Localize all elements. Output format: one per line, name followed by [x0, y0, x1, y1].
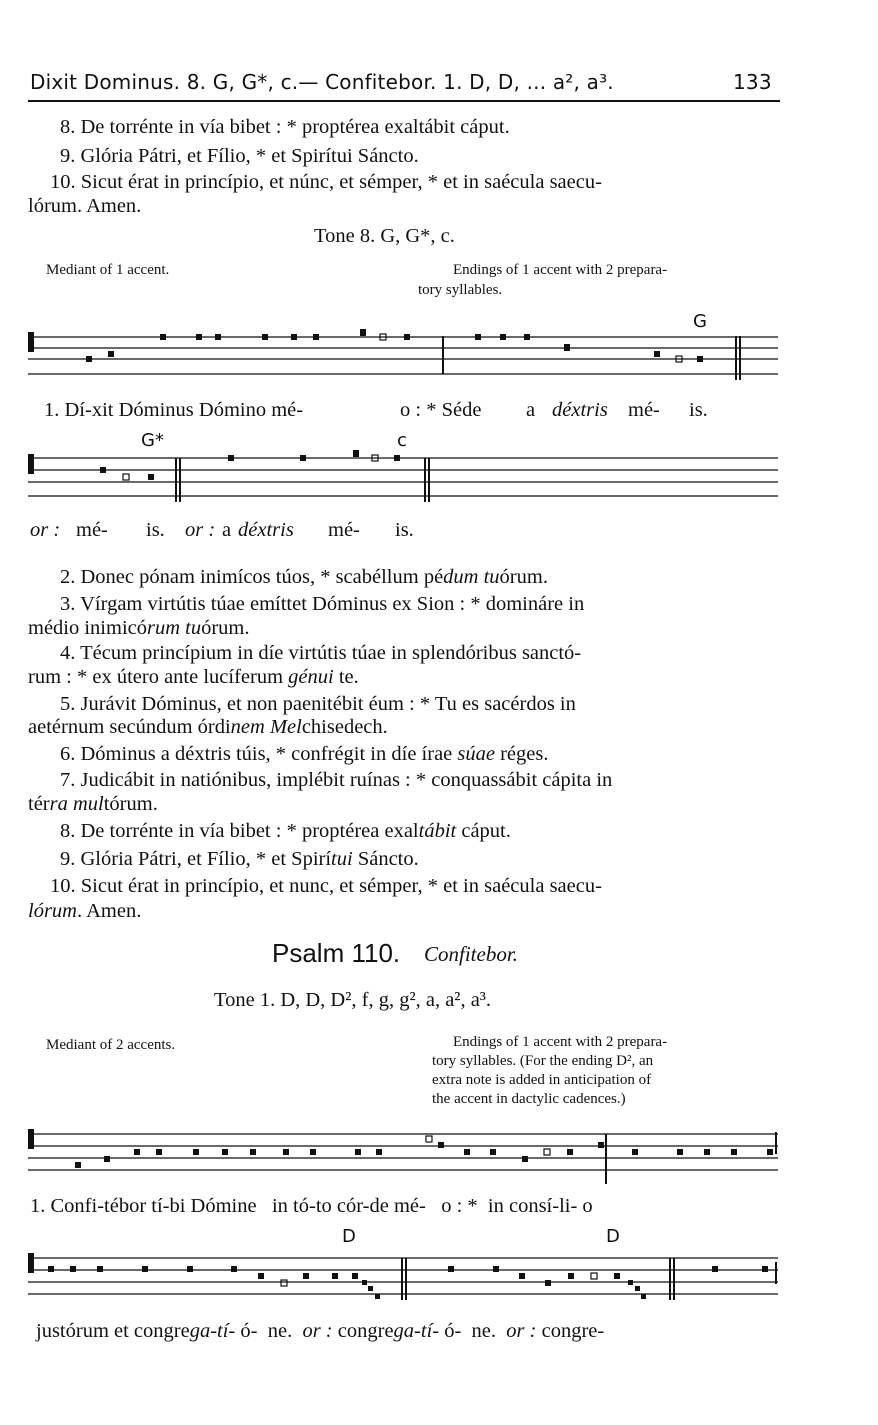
tone-title: Tone 8. G, G*, c.: [314, 225, 455, 247]
verse-line: 8. De torrénte in vía bibet : * proptérea exaltábit cáput.: [60, 116, 510, 138]
psalm-title: Psalm 110.: [272, 938, 401, 968]
verse-line: 2. Donec pónam inimícos túos, * scabéllum pédum tuórum.: [60, 566, 548, 588]
verse-line: 5. Jurávit Dóminus, et non paenitébit éum : * Tu es sacérdos in: [60, 693, 576, 715]
verse-line: 3. Vírgam virtútis túae emíttet Dóminus ex Sion : * domináre in: [60, 593, 585, 615]
chant-staff: [0, 1124, 878, 1194]
lyric-text: 1. Confi-tébor tí-bi Dómine in tó-to cór-de mé- o : * in consí-li- o: [30, 1195, 593, 1217]
verse-line: 9. Glória Pátri, et Fílio, * et Spirítui Sáncto.: [60, 145, 419, 167]
lyric-text: a: [222, 519, 232, 541]
verse-line: térra multórum.: [28, 793, 158, 815]
verse-line: lórum. Amen.: [28, 900, 142, 922]
page-number: 133: [733, 70, 772, 94]
endings-note: tory syllables.: [418, 282, 503, 298]
verse-line: 7. Judicábit in natiónibus, implébit ruínas : * conquassábit cápita in: [60, 769, 613, 791]
mediant-note: Mediant of 2 accents.: [46, 1037, 176, 1053]
chant-staff: [0, 1248, 878, 1312]
lyric-text: mé-: [628, 399, 660, 421]
lyric-text: déxtris: [552, 399, 608, 421]
verse-line: aetérnum secúndum órdinem Melchisedech.: [28, 716, 388, 738]
ending-label: G: [693, 311, 707, 332]
lyric-text: mé-: [76, 519, 108, 541]
lyric-text: is.: [146, 519, 165, 541]
ending-label: c: [397, 430, 407, 451]
verse-line: médio inimicórum tuórum.: [28, 617, 250, 639]
lyric-text: 1. Dí-xit Dóminus Dómino mé-: [44, 399, 304, 421]
lyric-or: or :: [30, 519, 61, 541]
lyric-text: is.: [689, 399, 708, 421]
lyric-text: mé-: [328, 519, 360, 541]
ending-label: G*: [141, 430, 164, 451]
endings-note: tory syllables. (For the ending D², an: [432, 1053, 654, 1069]
endings-note: Endings of 1 accent with 2 prepara-: [453, 1034, 668, 1050]
ending-label: D: [606, 1226, 620, 1247]
psalm-subtitle: Confitebor.: [424, 942, 518, 966]
ending-label: D: [342, 1226, 356, 1247]
verse-line: 10. Sicut érat in princípio, et núnc, et sémper, * et in saécula saecu-: [50, 171, 602, 193]
verse-line: 10. Sicut érat in princípio, et nunc, et sémper, * et in saécula saecu-: [50, 875, 602, 897]
lyric-text: o : * Séde: [400, 399, 482, 421]
endings-note: Endings of 1 accent with 2 prepara-: [453, 262, 668, 278]
verse-line: rum : * ex útero ante lucíferum génui te.: [28, 666, 359, 688]
header-rule: [28, 100, 780, 102]
verse-line: 9. Glória Pátri, et Fílio, * et Spirítui Sáncto.: [60, 848, 419, 870]
tone-title: Tone 1. D, D, D², f, g, g², a, a², a³.: [214, 989, 492, 1011]
verse-line: 6. Dóminus a déxtris túis, * confrégit in díe írae súae réges.: [60, 743, 549, 765]
chant-staff: [0, 322, 878, 392]
chant-staff: [0, 446, 878, 506]
verse-line: 8. De torrénte in vía bibet : * proptérea exaltábit cáput.: [60, 820, 511, 842]
lyric-text: a: [526, 399, 536, 421]
lyric-line: justórum et congrega-tí- ó- ne. or : congrega-tí- ó- ne. or : congre-: [36, 1320, 605, 1342]
verse-line: 4. Técum princípium in díe virtútis túae in splendóribus sanctó-: [60, 642, 582, 664]
lyric-text: déxtris: [238, 519, 294, 541]
lyric-or: or :: [185, 519, 216, 541]
running-title: Dixit Dominus. 8. G, G*, c.— Confitebor. 1. D, D, ... a², a³.: [30, 70, 614, 94]
endings-note: extra note is added in anticipation of: [432, 1072, 652, 1088]
verse-line: lórum. Amen.: [28, 195, 142, 217]
endings-note: the accent in dactylic cadences.): [432, 1091, 626, 1107]
mediant-note: Mediant of 1 accent.: [46, 262, 170, 278]
lyric-text: is.: [395, 519, 414, 541]
